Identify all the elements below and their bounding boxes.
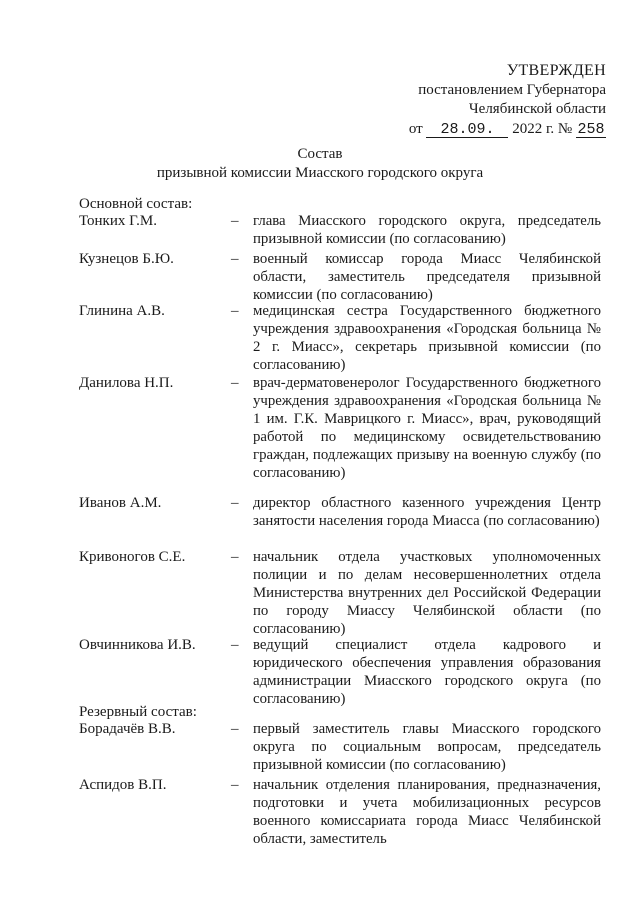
member-name: Борадачёв В.В. bbox=[79, 721, 176, 737]
member-dash: – bbox=[231, 251, 239, 267]
approval-line-1: постановлением Губернатора bbox=[418, 81, 606, 98]
heading-line-2: призывной комиссии Миасского городского округа bbox=[156, 165, 484, 181]
main-section-label: Основной состав: bbox=[79, 196, 193, 212]
member-dash: – bbox=[231, 213, 239, 229]
approval-date-value: 28.09. bbox=[426, 122, 508, 138]
member-dash: – bbox=[231, 303, 239, 319]
approval-title: УТВЕРЖДЕН bbox=[506, 62, 606, 79]
member-description: первый заместитель главы Миасского городского округа по социальным вопросам, председатель призывной комиссии (по согласованию) bbox=[253, 721, 601, 773]
member-name: Кузнецов Б.Ю. bbox=[79, 251, 174, 267]
reserve-section-label: Резервный состав: bbox=[79, 704, 197, 720]
approval-date-line bbox=[396, 120, 606, 140]
member-dash: – bbox=[231, 495, 239, 511]
member-description: директор областного казенного учреждения Центр занятости населения города Миасса (по согласованию) bbox=[253, 495, 601, 529]
approval-line-2: Челябинской области bbox=[468, 101, 606, 117]
approval-year-text: 2022 г. № bbox=[512, 120, 573, 137]
member-name: Глинина А.В. bbox=[79, 303, 165, 319]
member-description: военный комиссар города Миасс Челябинской области, заместитель председателя призывной комиссии (по согласованию) bbox=[253, 251, 601, 303]
member-dash: – bbox=[231, 637, 239, 653]
member-description: врач-дерматовенеролог Государственного бюджетного учреждения здравоохранения «Городская больница № 1 им. Г.К. Маврицкого г. Миасс», врач, руководящий работой по медицинскому освидетельствованию граждан, подлежащих призыву на военную службу (по согласованию) bbox=[253, 375, 601, 481]
heading-line-1: Состав bbox=[297, 146, 343, 162]
approval-date-prefix: от bbox=[408, 120, 423, 137]
member-description: начальник отделения планирования, предназначения, подготовки и учета мобилизационных ресурсов военного комиссариата города Миасс Челябинской области, заместитель bbox=[253, 777, 601, 847]
approval-number-value: 258 bbox=[577, 120, 605, 138]
approval-block bbox=[396, 61, 606, 139]
member-name: Данилова Н.П. bbox=[79, 375, 174, 391]
member-description: глава Миасского городского округа, председатель призывной комиссии (по согласованию) bbox=[253, 213, 601, 247]
member-name: Иванов А.М. bbox=[79, 495, 162, 511]
member-dash: – bbox=[231, 777, 239, 793]
member-dash: – bbox=[231, 375, 239, 391]
member-name: Аспидов В.П. bbox=[79, 777, 167, 793]
member-description: начальник отдела участковых уполномоченных полиции и по делам несовершеннолетних отдела Министерства внутренних дел Российской Федерации по городу Миассу Челябинской области (по согласованию) bbox=[253, 549, 601, 637]
member-name: Кривоногов С.Е. bbox=[79, 549, 186, 565]
member-dash: – bbox=[231, 721, 239, 737]
member-description: медицинская сестра Государственного бюджетного учреждения здравоохранения «Городская больница № 2 г. Миасс», секретарь призывной комиссии (по согласованию) bbox=[253, 303, 601, 373]
member-description: ведущий специалист отдела кадрового и юридического обеспечения управления образования администрации Миасского городского округа (по согласованию) bbox=[253, 637, 601, 707]
member-name: Тонких Г.М. bbox=[79, 213, 157, 229]
member-dash: – bbox=[231, 549, 239, 565]
member-name: Овчинникова И.В. bbox=[79, 637, 196, 653]
document-heading bbox=[0, 145, 640, 183]
